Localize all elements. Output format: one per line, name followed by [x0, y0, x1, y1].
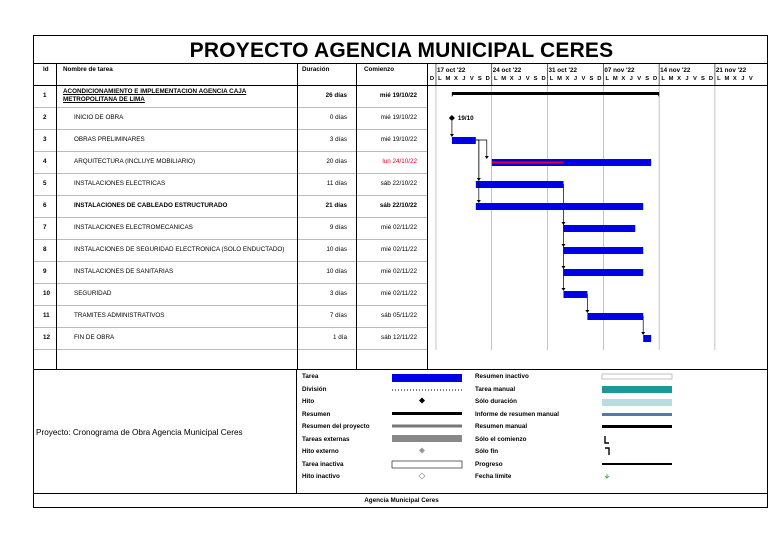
task-start: mié 02/11/22: [381, 268, 417, 275]
day-label: M: [724, 76, 730, 82]
day-label: L: [717, 76, 721, 82]
day-label: M: [557, 76, 562, 82]
day-label: J: [741, 76, 745, 82]
gantt-chart-area: [427, 86, 768, 371]
task-start: mié 02/11/22: [381, 246, 417, 253]
task-start: lun 24/10/22: [382, 158, 417, 165]
link-arrow: [485, 156, 489, 159]
table-row[interactable]: [34, 262, 427, 284]
legend-symbol: [419, 398, 425, 404]
day-label: L: [549, 76, 554, 82]
milestone-diamond[interactable]: [449, 115, 455, 121]
col-divider: [356, 64, 357, 369]
table-header: [34, 64, 427, 86]
table-row[interactable]: [34, 108, 427, 130]
table-row[interactable]: [34, 240, 427, 262]
legend-symbol: [602, 399, 672, 406]
legend-symbols: [297, 370, 768, 494]
table-row[interactable]: [34, 284, 427, 306]
task-duration: 7 días: [329, 312, 347, 319]
task-name: FIN DE OBRA: [74, 334, 115, 341]
legend-symbol: [602, 386, 672, 393]
legend-item-label: Sólo el comienzo: [475, 435, 527, 443]
milestone-label: 19/10: [457, 115, 474, 122]
legend-symbol: [392, 461, 462, 468]
link-arrow: [477, 200, 481, 203]
task-duration: 21 días: [325, 202, 347, 209]
day-label: D: [485, 76, 490, 82]
day-label: S: [701, 76, 705, 82]
week-label: 17 oct '22: [436, 67, 466, 74]
task-name: INSTALACIONES ELECTROMECANICAS: [74, 224, 193, 231]
task-start: sáb 12/11/22: [381, 334, 417, 341]
day-label: V: [748, 76, 753, 82]
table-row[interactable]: [34, 218, 427, 240]
task-bar[interactable]: [563, 225, 635, 232]
table-row[interactable]: [34, 196, 427, 218]
day-label: L: [605, 76, 610, 82]
day-label: J: [629, 76, 633, 82]
legend-item-label: Hito: [302, 398, 315, 405]
day-label: L: [493, 76, 498, 82]
legend-item-label: Tarea inactiva: [302, 460, 344, 468]
task-id: 11: [43, 312, 50, 319]
day-label: S: [533, 76, 538, 82]
summary-bar[interactable]: [452, 92, 659, 95]
task-start: mié 19/10/22: [380, 114, 417, 121]
legend-item-label: Progreso: [475, 460, 503, 468]
day-label: V: [637, 76, 642, 82]
task-duration: 10 días: [326, 268, 347, 275]
link-arrow: [450, 134, 454, 137]
link-arrow: [561, 266, 565, 269]
day-label: D: [597, 76, 602, 82]
legend-project-label: Proyecto: Cronograma de Obra Agencia Municipal Ceres: [36, 428, 243, 437]
link-arrow: [561, 288, 565, 291]
legend-symbol: [392, 425, 462, 428]
task-start: sáb 22/10/22: [380, 180, 417, 187]
day-label: X: [453, 76, 458, 82]
table-row[interactable]: [34, 130, 427, 152]
legend-symbol: [392, 374, 462, 382]
legend-box: [34, 369, 768, 494]
task-name: ACONDICIONAMIENTO E IMPLEMENTACION AGENCIA CAJA: [63, 88, 247, 95]
link-arrow: [585, 310, 589, 313]
day-label: D: [653, 76, 658, 82]
col-start-header: Comienzo: [364, 66, 395, 73]
legend-symbol: [602, 463, 672, 465]
table-row[interactable]: [34, 152, 427, 174]
legend-symbol: [392, 435, 462, 442]
table-row[interactable]: [34, 86, 427, 108]
day-label: V: [581, 76, 586, 82]
day-label: M: [445, 76, 451, 82]
dependency-link: [476, 140, 479, 202]
task-id: 1: [43, 92, 47, 99]
task-start: sáb 22/10/22: [379, 202, 417, 209]
day-label: S: [645, 76, 650, 82]
legend-symbol: [605, 436, 609, 443]
footer-text: Agencia Municipal Ceres: [364, 497, 439, 504]
day-label: X: [677, 76, 681, 82]
col-id-header: Id: [43, 66, 49, 73]
day-label: D: [429, 76, 435, 82]
task-bar[interactable]: [476, 203, 643, 210]
task-bar[interactable]: [563, 247, 643, 254]
task-id: 6: [43, 202, 47, 209]
task-name: TRAMITES ADMINISTRATIVOS: [74, 312, 165, 319]
task-id: 2: [43, 114, 47, 121]
legend-symbol: [602, 425, 672, 428]
table-row[interactable]: [34, 174, 427, 196]
legend-symbol: [605, 474, 609, 478]
legend-item-label: Sólo duración: [475, 398, 517, 405]
task-name: OBRAS PRELIMINARES: [74, 136, 145, 143]
legend-item-label: Tarea manual: [475, 385, 516, 393]
task-duration: 11 días: [326, 180, 347, 187]
day-label: J: [518, 76, 522, 82]
legend-item-label: Tareas externas: [302, 435, 350, 443]
task-start: mié 19/10/22: [380, 136, 417, 143]
col-duration-header: Duración: [302, 66, 330, 73]
day-label: J: [685, 76, 689, 82]
task-id: 10: [43, 290, 51, 297]
day-label: J: [573, 76, 578, 82]
task-name: INSTALACIONES ELECTRICAS: [74, 180, 166, 187]
task-duration: 26 días: [325, 92, 347, 99]
task-bar[interactable]: [563, 269, 643, 276]
day-label: V: [469, 76, 474, 82]
day-label: L: [438, 76, 442, 82]
legend-symbol: [602, 374, 672, 379]
task-name: INSTALACIONES DE SEGURIDAD ELECTRONICA (SOLO ENDUCTADO): [74, 246, 285, 253]
col-divider: [56, 64, 57, 369]
task-duration: 0 días: [329, 114, 347, 121]
task-start: mié 02/11/22: [381, 224, 417, 231]
project-title: PROYECTO AGENCIA MUNICIPAL CERES: [34, 36, 768, 64]
gantt-page: [33, 35, 768, 508]
dependency-link: [476, 140, 487, 158]
task-duration: 1 día: [332, 334, 347, 341]
task-start: sáb 05/11/22: [381, 312, 417, 319]
task-bar[interactable]: [476, 181, 564, 188]
task-id: 12: [43, 334, 51, 341]
legend-item-label: Resumen inactivo: [475, 373, 529, 380]
task-bar[interactable]: [587, 313, 643, 320]
task-duration: 20 días: [326, 158, 347, 165]
day-label: M: [501, 76, 507, 82]
day-label: L: [661, 76, 665, 82]
task-bar[interactable]: [563, 291, 587, 298]
day-label: D: [541, 76, 546, 82]
task-bar[interactable]: [452, 137, 476, 144]
timeline-header: [427, 64, 768, 86]
col-name-header: Nombre de tarea: [63, 66, 113, 73]
day-label: M: [668, 76, 674, 82]
legend-symbol: [419, 473, 425, 479]
task-name: SEGURIDAD: [74, 290, 112, 297]
day-label: X: [565, 76, 570, 82]
task-name-cont: METROPOLITANA DE LIMA: [63, 96, 145, 103]
legend-item-label: Sólo fin: [475, 448, 499, 455]
task-id: 8: [43, 246, 47, 253]
task-bar[interactable]: [643, 335, 651, 342]
day-label: D: [708, 76, 714, 82]
day-label: S: [477, 76, 482, 82]
task-name: INSTALACIONES DE CABLEADO ESTRUCTURADO: [74, 202, 228, 209]
day-label: M: [612, 76, 618, 82]
dependency-link: [476, 140, 479, 180]
task-name: INSTALACIONES DE SANITARIAS: [74, 268, 174, 275]
legend-symbol: [419, 448, 425, 454]
legend-item-label: Resumen: [302, 410, 331, 418]
week-label: 21 nov '22: [715, 67, 747, 74]
legend-symbol: [392, 412, 462, 415]
task-name: ARQUITECTURA (INCLUYE MOBILIARIO): [74, 158, 196, 165]
legend-item-label: Informe de resumen manual: [475, 410, 559, 418]
day-label: V: [693, 76, 697, 82]
link-arrow: [561, 244, 565, 247]
progress-bar: [492, 162, 564, 164]
week-label: 14 nov '22: [660, 67, 691, 74]
task-start: mié 19/10/22: [379, 92, 417, 99]
task-duration: 9 días: [329, 224, 347, 231]
legend-item-label: Fecha límite: [475, 473, 512, 480]
task-duration: 3 días: [329, 290, 347, 297]
link-arrow: [561, 222, 565, 225]
legend-symbol: [605, 448, 609, 455]
legend-item-label: División: [302, 385, 327, 393]
legend-item-label: Tarea: [302, 373, 319, 380]
day-label: J: [462, 76, 466, 82]
legend-item-label: Hito inactivo: [302, 473, 340, 480]
task-duration: 3 días: [329, 136, 347, 143]
legend-item-label: Resumen del proyecto: [302, 423, 370, 430]
task-start: mié 02/11/22: [381, 290, 417, 297]
task-id: 4: [43, 158, 47, 165]
day-label: V: [525, 76, 530, 82]
week-label: 07 nov '22: [604, 67, 635, 74]
week-label: 24 oct '22: [492, 67, 522, 74]
legend-item-label: Resumen manual: [475, 423, 528, 430]
col-divider: [297, 64, 298, 369]
week-label: 31 oct '22: [548, 67, 578, 74]
day-label: X: [509, 76, 514, 82]
task-name: INICIO DE OBRA: [74, 114, 124, 121]
link-arrow: [641, 332, 645, 335]
day-label: X: [621, 76, 626, 82]
task-id: 9: [43, 268, 47, 275]
legend-symbol: [602, 413, 672, 416]
day-label: S: [589, 76, 594, 82]
task-id: 7: [43, 224, 47, 231]
timeline-scale: [427, 64, 768, 86]
task-id: 5: [43, 180, 47, 187]
table-row[interactable]: [34, 306, 427, 328]
task-duration: 10 días: [326, 246, 347, 253]
task-id: 3: [43, 136, 47, 143]
table-row[interactable]: [34, 328, 427, 350]
legend-item-label: Hito externo: [302, 448, 339, 455]
day-label: X: [732, 76, 737, 82]
